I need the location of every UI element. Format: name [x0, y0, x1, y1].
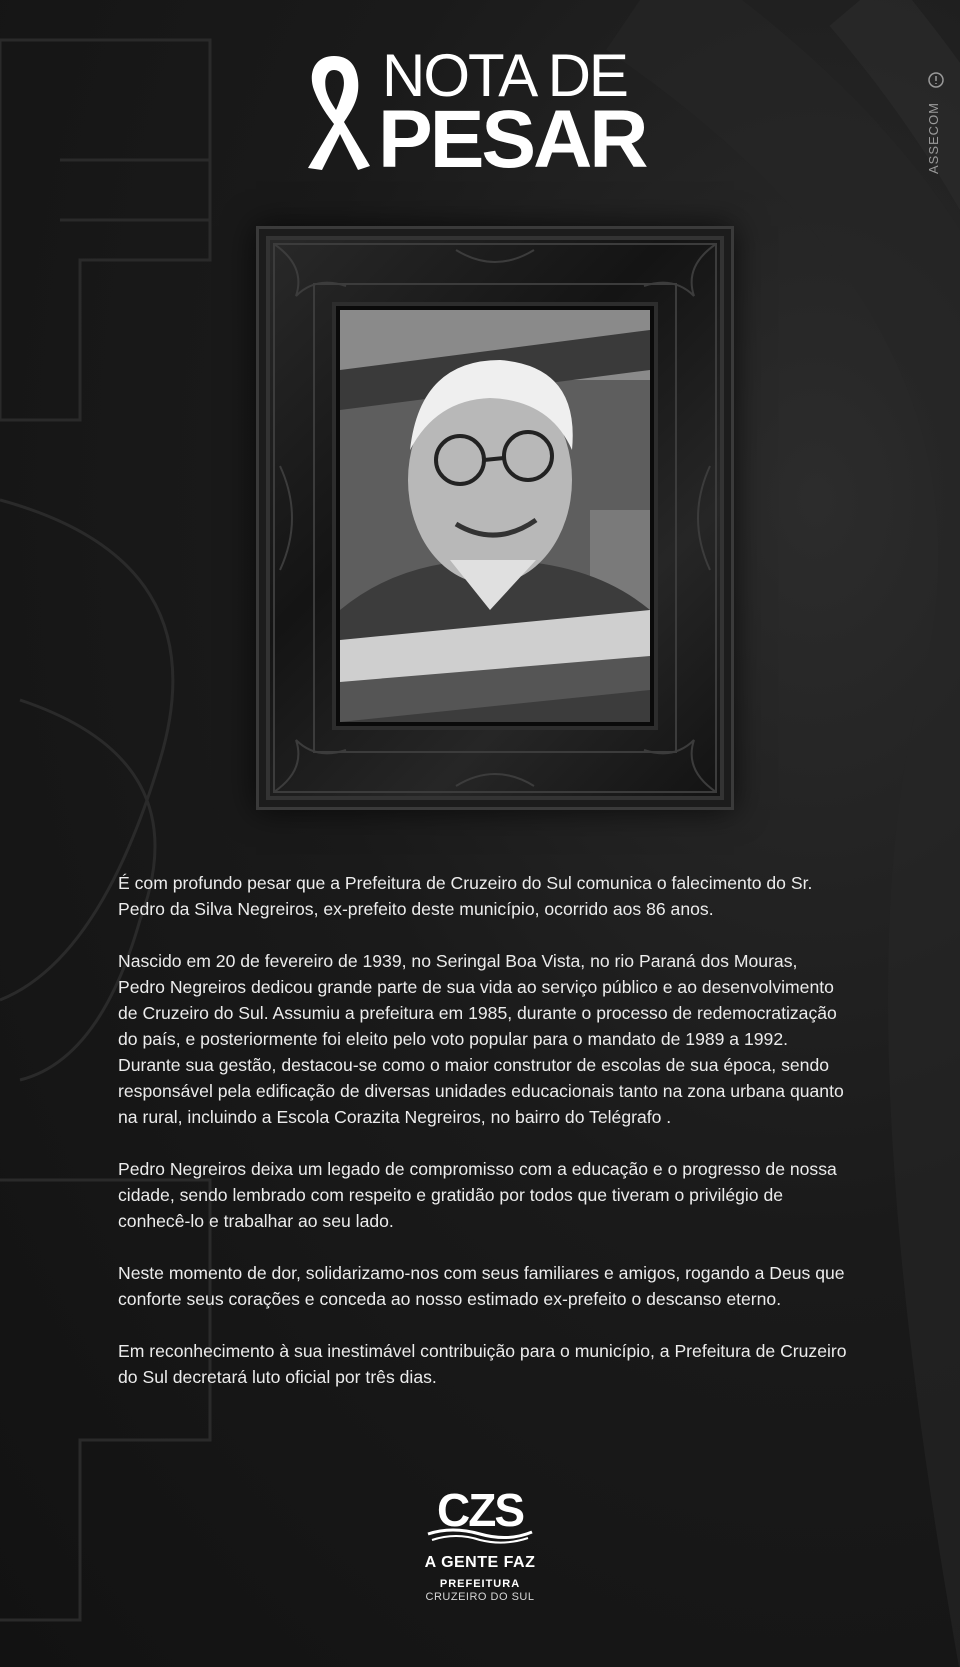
background-letter-outlines	[0, 0, 260, 1667]
prefeitura-logo	[400, 1486, 560, 1606]
logo-slogan: A GENTE FAZ	[424, 1554, 536, 1571]
portrait-photo	[340, 310, 650, 722]
title-line-1: NOTA DE	[382, 42, 627, 109]
logo-org: PREFEITURA	[439, 1578, 521, 1590]
paragraph-1: É com profundo pesar que a Prefeitura de Cruzeiro do Sul comunica o falecimento do Sr. Pedro da Silva Negreiros, ex-prefeito deste município, ocorrido aos 86 anos.	[118, 873, 813, 919]
chat-bubble-icon	[926, 70, 946, 90]
logo-city: CRUZEIRO DO SUL	[425, 1591, 535, 1603]
portrait-image	[340, 310, 650, 722]
portrait-frame	[256, 226, 734, 810]
paragraph-3: Pedro Negreiros deixa um legado de compromisso com a educação e o progresso de nossa cidade, sendo lembrado com respeito e gratidão por todos que tiveram o privilégio de conhecê-lo e trabalhar ao seu lado.	[118, 1159, 837, 1231]
mourning-ribbon-icon	[296, 52, 372, 174]
czs-logo-mark	[422, 1486, 538, 1546]
title-line-2: PESAR	[378, 94, 646, 185]
credit-text: ASSECOM	[926, 101, 941, 174]
credit-label	[920, 70, 950, 180]
logo-mark-text: CZS	[437, 1486, 523, 1536]
page-header	[296, 42, 676, 185]
paragraph-5: Em reconhecimento à sua inestimável contribuição para o município, a Prefeitura de Cruzeiro do Sul decretará luto oficial por três dias.	[118, 1341, 847, 1387]
paragraph-4: Neste momento de dor, solidarizamo-nos com seus familiares e amigos, rogando a Deus que conforte seus corações e conceda ao nosso estimado ex-prefeito o descanso eterno.	[118, 1263, 845, 1309]
paragraph-2: Nascido em 20 de fevereiro de 1939, no Seringal Boa Vista, no rio Paraná dos Mouras, Pedro Negreiros dedicou grande parte de sua vida ao serviço público e ao desenvolvimento de Cruzeiro do Sul. Assumiu a prefeitura em 1985, durante o processo de redemocratização do país, e posteriormente foi eleito pelo voto popular para o mandato de 1989 a 1992. Durante sua gestão, destacou-se como o maior construtor de escolas de sua época, sendo responsável pela edificação de diversas unidades educacionais tanto na zona urbana quanto na rural, incluindo a Escola Corazita Negreiros, no bairro do Telégrafo .	[118, 951, 844, 1127]
announcement-body	[118, 870, 848, 1416]
